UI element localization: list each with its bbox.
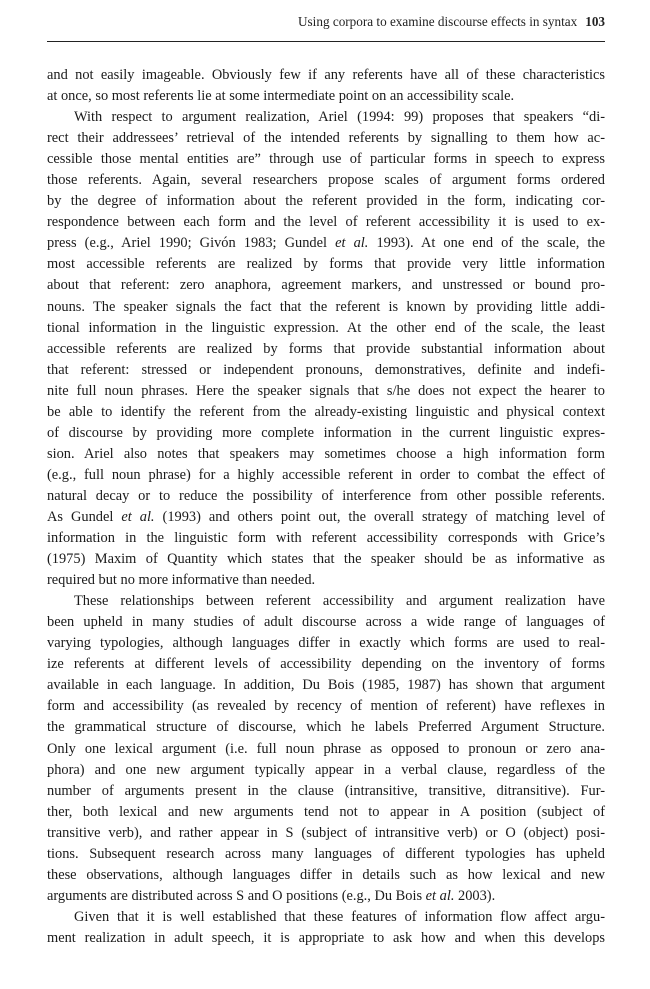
text-run: these observations, although languages differ in details such as how lexical and new bbox=[47, 866, 605, 883]
text-run: available in each language. In addition, Du Bois (1985, 1987) has shown that argument bbox=[47, 677, 605, 694]
text-line bbox=[47, 107, 605, 128]
text-run: (e.g., full noun phrase) for a highly accessible referent in order to combat the effect of bbox=[47, 466, 605, 483]
page-number: 103 bbox=[585, 14, 605, 29]
text-line bbox=[47, 802, 605, 823]
text-run: varying typologies, although languages differ in exactly which forms are used to real- bbox=[47, 635, 605, 652]
text-line bbox=[47, 507, 605, 528]
text-run: transitive verb), and rather appear in S (subject of intransitive verb) or O (object) posi- bbox=[47, 824, 605, 841]
text-run: of discourse by providing more complete information in the current linguistic expres- bbox=[47, 424, 605, 441]
running-head-title: Using corpora to examine discourse effects in syntax bbox=[298, 14, 578, 29]
text-run: tions. Subsequent research across many languages of different typologies has upheld bbox=[47, 845, 605, 862]
text-line bbox=[47, 339, 605, 360]
text-line bbox=[47, 549, 605, 570]
text-line bbox=[47, 191, 605, 212]
text-line bbox=[47, 254, 605, 275]
text-run: most accessible referents are realized by forms that provide very little information bbox=[47, 256, 605, 273]
text-line bbox=[47, 486, 605, 507]
paragraph bbox=[47, 65, 605, 107]
text-line bbox=[47, 886, 605, 907]
text-line bbox=[47, 170, 605, 191]
text-run: tional information in the linguistic expression. At the other end of the scale, the least bbox=[47, 319, 605, 336]
text-run: information in the linguistic form with referent accessibility corresponds with Grice’s bbox=[47, 530, 605, 547]
text-line bbox=[47, 717, 605, 738]
text-line bbox=[47, 739, 605, 760]
text-line bbox=[47, 275, 605, 296]
text-run: phora) and one new argument typically appear in a verbal clause, regardless of the bbox=[47, 761, 605, 778]
text-run: form and accessibility (as revealed by recency of mention of referent) have reflexes in bbox=[47, 698, 605, 715]
italic-text: et al. bbox=[121, 508, 155, 525]
running-head bbox=[47, 14, 605, 30]
text-line bbox=[47, 570, 605, 591]
text-run: Only one lexical argument (i.e. full noun phrase as opposed to pronoun or zero ana- bbox=[47, 740, 605, 757]
text-line bbox=[47, 86, 605, 107]
text-run: cessible those mental entities are” through use of particular forms in speech to express bbox=[47, 151, 605, 168]
text-line bbox=[47, 612, 605, 633]
text-run: the grammatical structure of discourse, which he labels Preferred Argument Structure. bbox=[47, 719, 605, 736]
text-run: 2003). bbox=[454, 887, 496, 904]
text-line bbox=[47, 654, 605, 675]
text-line bbox=[47, 423, 605, 444]
text-line bbox=[47, 360, 605, 381]
text-line bbox=[47, 128, 605, 149]
text-run: about that referent: zero anaphora, agreement markers, and unstressed or bound pro- bbox=[47, 277, 605, 294]
text-line bbox=[47, 318, 605, 339]
text-run: by the degree of information about the referent provided in the form, indicating cor- bbox=[47, 193, 605, 210]
text-run: With respect to argument realization, Ariel (1994: 99) proposes that speakers “di- bbox=[74, 109, 605, 126]
italic-text: et al. bbox=[425, 887, 455, 904]
text-run: Given that it is well established that these features of information flow affect argu- bbox=[74, 908, 605, 925]
text-run: These relationships between referent accessibility and argument realization have bbox=[74, 593, 605, 610]
text-run: natural decay or to reduce the possibility of interference from other possible referents. bbox=[47, 487, 605, 504]
text-run: those referents. Again, several researchers propose scales of argument forms ordered bbox=[47, 172, 605, 189]
text-run: rect their addressees’ retrieval of the intended referents by signalling to them how ac- bbox=[47, 130, 605, 147]
text-line bbox=[47, 591, 605, 612]
text-line bbox=[47, 65, 605, 86]
text-line bbox=[47, 381, 605, 402]
text-line bbox=[47, 781, 605, 802]
text-run: accessible referents are realized by forms that provide substantial information about bbox=[47, 340, 605, 357]
text-run: been upheld in many studies of adult discourse across a wide range of languages of bbox=[47, 614, 605, 631]
text-line bbox=[47, 928, 605, 949]
text-line bbox=[47, 528, 605, 549]
text-run: ize referents at different levels of accessibility depending on the inventory of forms bbox=[47, 656, 605, 673]
text-run: nouns. The speaker signals the fact that the referent is known by providing little addi- bbox=[47, 298, 605, 315]
text-run: press (e.g., Ariel 1990; Givón 1983; Gundel bbox=[47, 235, 336, 252]
text-line bbox=[47, 675, 605, 696]
text-line bbox=[47, 844, 605, 865]
text-run: 1993). At one end of the scale, the bbox=[368, 235, 605, 252]
text-line bbox=[47, 212, 605, 233]
text-run: ther, both lexical and new arguments tend not to appear in A position (subject of bbox=[47, 803, 605, 820]
text-run: required but no more informative than needed. bbox=[47, 572, 316, 589]
text-line bbox=[47, 149, 605, 170]
text-line bbox=[47, 633, 605, 654]
text-run: that referent: stressed or independent pronouns, demonstratives, definite and indefi- bbox=[47, 361, 605, 378]
text-run: sion. Ariel also notes that speakers may sometimes choose a high information form bbox=[47, 445, 605, 462]
text-run: and not easily imageable. Obviously few if any referents have all of these characteristics bbox=[47, 67, 605, 83]
text-run: (1993) and others point out, the overall strategy of matching level of bbox=[154, 508, 605, 525]
text-run: number of arguments present in the clause (intransitive, transitive, ditransitive). Fur- bbox=[47, 782, 605, 799]
text-line bbox=[47, 402, 605, 423]
text-line bbox=[47, 823, 605, 844]
text-line bbox=[47, 865, 605, 886]
text-line bbox=[47, 233, 605, 254]
text-run: nite full noun phrases. Here the speaker signals that s/he does not expect the hearer to bbox=[47, 382, 605, 399]
text-run: at once, so most referents lie at some intermediate point on an accessibility scale. bbox=[47, 88, 515, 105]
text-line bbox=[47, 465, 605, 486]
paragraph bbox=[47, 907, 605, 949]
text-run: respondence between each form and the level of referent accessibility it is used to ex- bbox=[47, 214, 605, 231]
body-text bbox=[47, 65, 605, 949]
text-line bbox=[47, 760, 605, 781]
text-line bbox=[47, 696, 605, 717]
text-line bbox=[47, 907, 605, 928]
text-run: (1975) Maxim of Quantity which states that the speaker should be as informative as bbox=[47, 551, 605, 568]
text-run: be able to identify the referent from the already-existing linguistic and physical context bbox=[47, 403, 605, 420]
paragraph bbox=[47, 591, 605, 907]
text-line bbox=[47, 297, 605, 318]
header-rule bbox=[47, 41, 605, 42]
text-run: arguments are distributed across S and O positions (e.g., Du Bois bbox=[47, 887, 426, 904]
text-run: ment realization in adult speech, it is appropriate to ask how and when this develops bbox=[47, 929, 605, 946]
text-run: As Gundel bbox=[47, 508, 122, 525]
italic-text: et al. bbox=[335, 235, 369, 252]
text-line bbox=[47, 444, 605, 465]
paragraph bbox=[47, 107, 605, 591]
